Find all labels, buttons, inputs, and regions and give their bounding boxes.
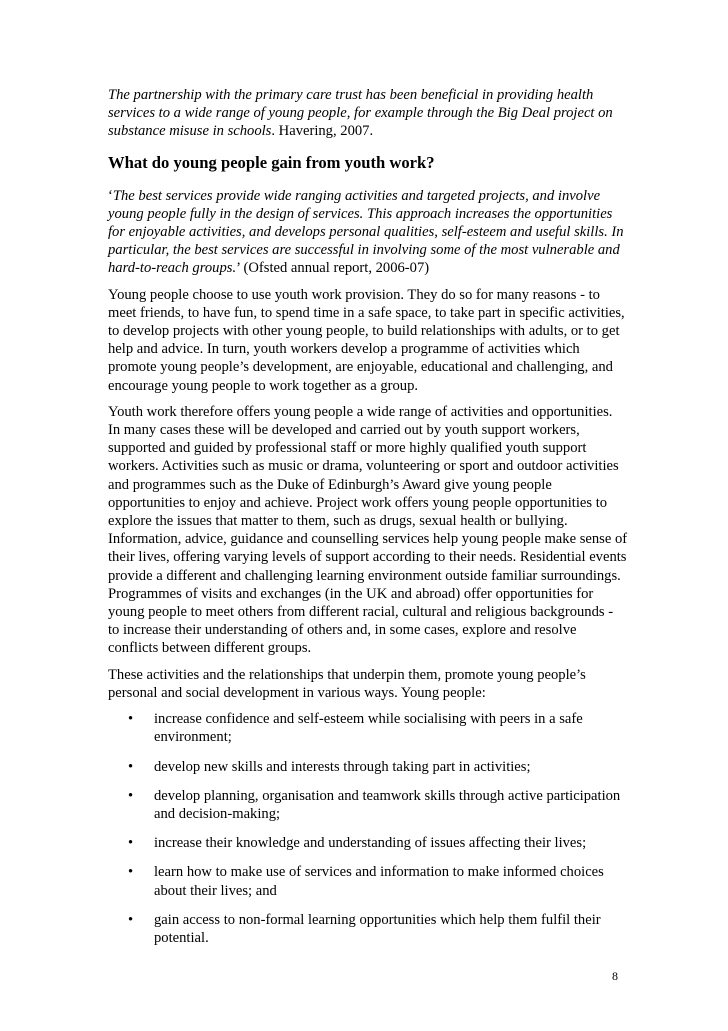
section-heading: What do young people gain from youth work? bbox=[108, 152, 435, 172]
bullet-icon: • bbox=[128, 911, 134, 928]
list-item-text: learn how to make use of services and information to make informed choices about their lives; and bbox=[154, 864, 604, 899]
list-item bbox=[108, 758, 628, 776]
list-item bbox=[108, 863, 628, 899]
list-item-text: develop planning, organisation and teamwork skills through active participation and decision-making; bbox=[154, 787, 621, 822]
bullet-icon: • bbox=[128, 711, 134, 728]
bullet-icon: • bbox=[128, 835, 134, 852]
body-paragraph-1: Young people choose to use youth work provision. They do so for many reasons - to meet friends, to have fun, to spend time in a safe space, to take part in specific activities, to develop projects with other young people, to build relationships with adults, or to get help and advice. In turn, youth workers develop a programme of activities which promote young people’s development, are enjoyable, educational and challenging, and encourage young people to work together as a group. bbox=[108, 286, 625, 394]
intro-paragraph bbox=[108, 86, 628, 141]
list-item-text: increase confidence and self-esteem while socialising with peers in a safe environment; bbox=[154, 711, 583, 746]
list-item bbox=[108, 787, 628, 823]
intro-source: . Havering, 2007. bbox=[271, 123, 374, 140]
outcomes-list bbox=[108, 710, 628, 947]
bullet-icon: • bbox=[128, 787, 134, 804]
bullet-icon: • bbox=[128, 864, 134, 881]
bullet-icon: • bbox=[128, 758, 134, 775]
quote-open-mark: ‘ bbox=[108, 187, 113, 204]
document-page bbox=[108, 86, 628, 958]
list-item-text: increase their knowledge and understanding of issues affecting their lives; bbox=[154, 835, 587, 852]
body-paragraph-3: These activities and the relationships that underpin them, promote young people’s personal and social development in various ways. Young people: bbox=[108, 666, 586, 701]
list-item bbox=[108, 911, 628, 947]
ofsted-quote bbox=[108, 187, 628, 278]
page-number: 8 bbox=[612, 969, 618, 983]
list-item-text: develop new skills and interests through taking part in activities; bbox=[154, 758, 531, 775]
quote-citation: ’ (Ofsted annual report, 2006-07) bbox=[236, 260, 430, 277]
body-paragraph-2: Youth work therefore offers young people a wide range of activities and opportunities. In many cases these will be developed and carried out by youth support workers, supported and guided by professional staff or more highly qualified youth support workers. Activities such as music or drama, volunteering or sport and outdoor activities and programmes such as the Duke of Edinburgh’s Award give young people opportunities to enjoy and achieve. Project work offers young people opportunities to explore the issues that matter to them, such as drugs, sexual health or bullying. Information, advice, guidance and counselling services help young people make sense of their lives, offering varying levels of support according to their needs. Residential events provide a different and challenging learning environment outside familiar surroundings. Programmes of visits and exchanges (in the UK and abroad) offer opportunities for young people to meet others from different racial, cultural and religious backgrounds - to increase their understanding of others and, in some cases, explore and resolve conflicts between different groups. bbox=[108, 403, 628, 657]
intro-italic-text: The partnership with the primary care trust has been beneficial in providing health services to a wide range of young people, for example through the Big Deal project on substance misuse in schools bbox=[108, 87, 613, 140]
list-item bbox=[108, 834, 628, 852]
list-item-text: gain access to non-formal learning opportunities which help them fulfil their potential. bbox=[154, 911, 601, 946]
quote-italic-text: The best services provide wide ranging activities and targeted projects, and involve young people fully in the design of services. This approach increases the opportunities for enjoyable activities, and develops personal qualities, self-esteem and useful skills. In particular, the best services are successful in involving some of the most vulnerable and hard-to-reach groups. bbox=[108, 187, 624, 277]
list-item bbox=[108, 710, 628, 746]
